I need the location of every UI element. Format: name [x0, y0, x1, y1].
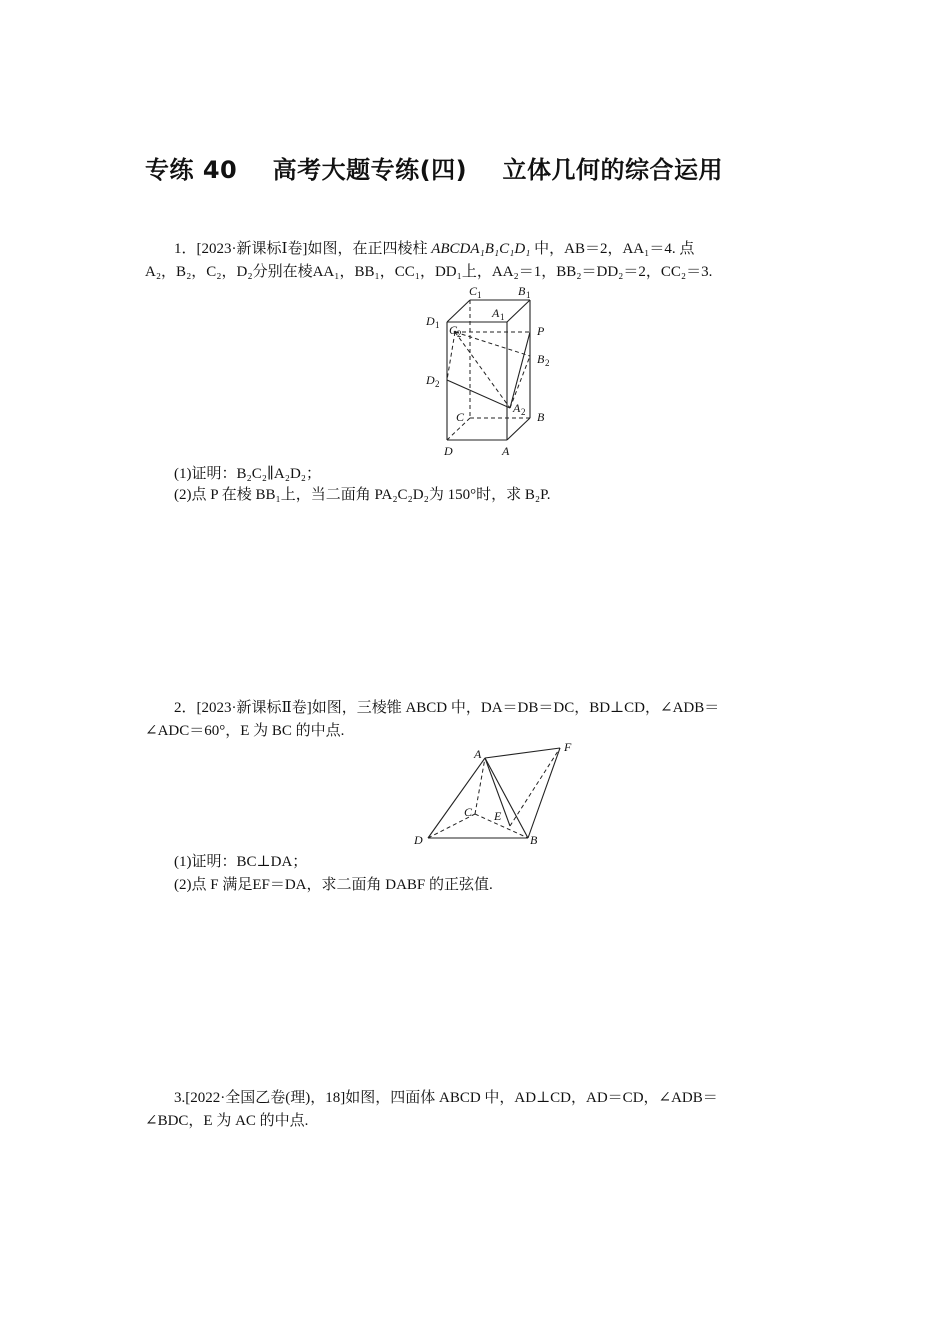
label-A: A: [474, 747, 482, 761]
label-A2-sub: 2: [521, 407, 526, 417]
label-P: P: [537, 324, 545, 338]
q1-text1: 如图，在正四棱柱: [307, 241, 428, 257]
label-B: B: [530, 833, 538, 847]
label-B2-sub: 2: [545, 358, 550, 368]
q3-source: 3.[2022·全国乙卷(理)，18]: [174, 1090, 346, 1106]
label-B1-sub: 1: [526, 290, 531, 300]
page-title: 专练 40 高考大题专练(四) 立体几何的综合运用: [145, 156, 724, 184]
q2-line2: ∠ADC＝60°，E 为 BC 的中点.: [145, 723, 345, 739]
q2-number: 2．: [174, 700, 197, 716]
q2-part1: (1)证明：BC⊥DA；: [174, 854, 308, 870]
q1-prism: ABCDA₁B₁C₁D₁: [431, 241, 531, 257]
q1-part2: (2)点 P 在棱 BB₁上，当二面角 PA₂C₂D₂为 150°时，求 B₂P.: [174, 487, 551, 503]
q1-figure: [420, 280, 570, 462]
q1-text2: 中，AB＝2，AA₁＝4. 点: [534, 241, 695, 257]
label-C: C: [456, 410, 465, 424]
q2-part2: (2)点 F 满足EF＝DA，求二面角 DABF 的正弦值.: [174, 877, 493, 893]
label-C1: C: [469, 284, 478, 298]
q1-number: 1．: [174, 241, 197, 257]
label-C2-sub: 2: [457, 329, 462, 339]
q1-line1: [174, 238, 694, 260]
q1-line2: A₂，B₂，C₂，D₂分别在棱AA₁，BB₁，CC₁，DD₁上，AA₂＝1，BB₂＝DD₂＝2，CC₂＝3.: [145, 264, 713, 280]
label-B1: B: [518, 284, 526, 298]
label-D2-sub: 2: [435, 379, 440, 389]
label-D: D: [414, 833, 423, 847]
label-C1-sub: 1: [477, 290, 482, 300]
q2-text: 如图，三棱锥 ABCD 中，DA＝DB＝DC，BD⊥CD，∠ADB＝: [311, 700, 720, 716]
q2-source: [2023·新课标Ⅱ卷]: [196, 700, 312, 716]
label-E: E: [494, 809, 502, 823]
label-D1: D: [426, 314, 435, 328]
label-F: F: [564, 740, 572, 754]
label-D: D: [444, 444, 453, 458]
label-A: A: [502, 444, 510, 458]
q3-line2: ∠BDC，E 为 AC 的中点.: [145, 1113, 309, 1129]
label-D1-sub: 1: [435, 320, 440, 330]
label-D2: D: [426, 373, 435, 387]
label-A2: A: [513, 401, 521, 415]
label-C2: C: [449, 323, 458, 337]
label-A1-sub: 1: [500, 312, 505, 322]
label-C: C: [464, 805, 473, 819]
label-A1: A: [492, 306, 500, 320]
q3-line1: [174, 1087, 718, 1109]
q1-part1: (1)证明：B₂C₂∥A₂D₂；: [174, 466, 322, 482]
label-B: B: [537, 410, 545, 424]
q1-source: [2023·新课标Ⅰ卷]: [196, 241, 308, 257]
label-B2: B: [537, 352, 545, 366]
q3-text: 如图，四面体 ABCD 中，AD⊥CD，AD＝CD，∠ADB＝: [345, 1090, 718, 1106]
q2-line1: [174, 697, 719, 719]
q2-figure: [408, 738, 588, 850]
